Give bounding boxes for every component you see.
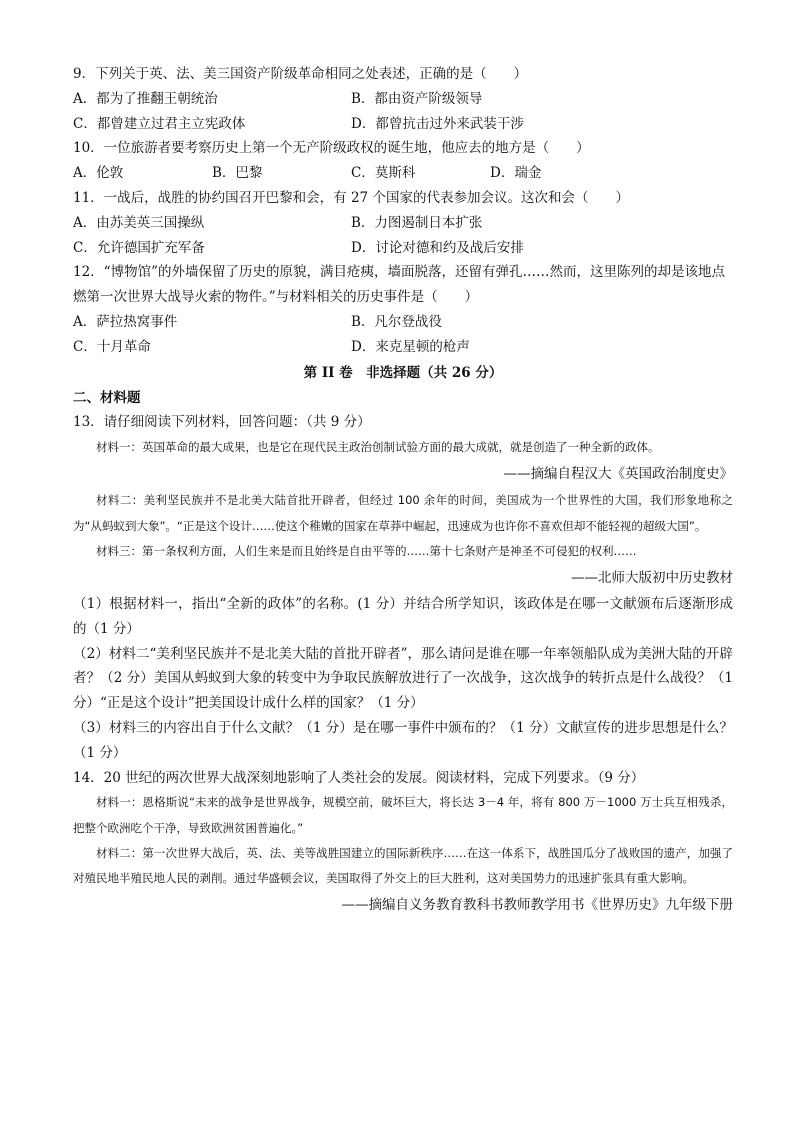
question-10-options	[73, 161, 733, 186]
q12-option-b[interactable]: B．凡尔登战役	[351, 313, 442, 330]
q14-material-2: 材料二：第一次世界大战后，英、法、美等战胜国建立的国际新秩序……在这一体系下，战胜国瓜分了战败国的遗产，加强了对殖民地半殖民地人民的剥削。通过华盛顿会议，美国取得了外交上的巨大胜利，这对美国势力的迅速扩张具有重大影响。	[73, 845, 733, 885]
q13-material-3-source: ——北师大版初中历史教材	[571, 569, 733, 586]
q10-option-a[interactable]: A．伦敦	[73, 165, 124, 182]
q13-material-3: 材料三：第一条权利方面，人们生来是而且始终是自由平等的……第十七条财产是神圣不可侵犯的权利……	[96, 543, 637, 558]
q13-material-1-source: ——摘编自程汉大《英国政治制度史》	[503, 466, 733, 483]
part-2-title: 第 II 卷 非选择题（共 26 分）	[303, 364, 503, 381]
q13-subquestion-1: （1）根据材料一，指出“全新的政体”的名称。(1 分）并结合所学知识，该政体是在哪一文献颁布后逐渐形成的（1 分）	[73, 595, 733, 637]
q11-option-a[interactable]: A．由苏美英三国操纵	[73, 214, 205, 231]
question-14-stem: 14．20 世纪的两次世界大战深刻地影响了人类社会的发展。阅读材料，完成下列要求。（9 分）	[73, 769, 645, 786]
question-9-options	[73, 87, 733, 112]
question-9-options-row2	[73, 112, 733, 137]
q12-option-d[interactable]: D．来克星顿的枪声	[351, 338, 470, 355]
question-11-options	[73, 211, 733, 236]
q13-subquestion-2: （2）材料二“美利坚民族并不是北美大陆的首批开辟者”，那么请问是谁在哪一年率领船队成为美洲大陆的开辟者？（2 分）美国从蚂蚁到大象的转变中为争取民族解放进行了一次战争，这次战争的转折点是什么战役？（1 分）“正是这个设计”把美国设计成什么样的国家？（1 分）	[73, 645, 733, 712]
q14-material-1: 材料一：恩格斯说“未来的战争是世界战争，规模空前，破坏巨大，将长达 3－4 年，将有 800 万－1000 万士兵互相残杀，把整个欧洲吃个干净，导致欧洲贫困普遍化。”	[73, 795, 733, 835]
q12-option-c[interactable]: C．十月革命	[73, 338, 151, 355]
q11-option-b[interactable]: B．力图遏制日本扩张	[351, 214, 483, 231]
question-10-stem: 10．一位旅游者要考察历史上第一个无产阶级政权的诞生地，他应去的地方是（ ）	[73, 140, 590, 157]
q13-material-2: 材料二：美利坚民族并不是北美大陆首批开辟者，但经过 100 余年的时间，美国成为一个世界性的大国，我们形象地称之为“从蚂蚁到大象”。“正是这个设计……使这个稚嫩的国家在草莽中崛起，迅速成为也许你不喜欢但却不能轻视的超级大国”。	[73, 493, 733, 533]
section-heading-material: 二、材料题	[73, 389, 141, 406]
q12-option-a[interactable]: A．萨拉热窝事件	[73, 313, 178, 330]
q10-option-c[interactable]: C．莫斯科	[351, 165, 416, 182]
q14-material-2-source: ——摘编自义务教育教科书教师教学用书《世界历史》九年级下册	[341, 897, 733, 914]
q9-option-a[interactable]: A．都为了推翻王朝统治	[73, 90, 218, 107]
question-12-stem: 12．“博物馆”的外墙保留了历史的原貌，满目疮痍，墙面脱落，还留有弹孔……然而，这里陈列的却是该地点燃第一次世界大战导火索的物件。”与材料相关的历史事件是（ ）	[73, 264, 725, 306]
q9-option-d[interactable]: D．都曾抗击过外来武装干涉	[351, 115, 524, 132]
question-11-stem: 11．一战后，战胜的协约国召开巴黎和会，有 27 个国家的代表参加会议。这次和会（ ）	[73, 189, 629, 206]
q13-subquestion-3: （3）材料三的内容出自于什么文献？（1 分）是在哪一事件中颁布的？（1 分）文献宣传的进步思想是什么？（1 分）	[73, 719, 733, 761]
question-11-options-row2	[73, 236, 733, 261]
q10-option-b[interactable]: B．巴黎	[212, 165, 263, 182]
q13-material-1: 材料一：英国革命的最大成果，也是它在现代民主政治创制试验方面的最大成就，就是创造了一种全新的政体。	[96, 440, 660, 455]
q9-option-b[interactable]: B．都由资产阶级领导	[351, 90, 483, 107]
q10-option-d[interactable]: D．瑞金	[490, 165, 542, 182]
q9-option-c[interactable]: C．都曾建立过君主立宪政体	[73, 115, 246, 132]
question-12-options	[73, 310, 733, 335]
question-9-stem: 9．下列关于英、法、美三国资产阶级革命相同之处表述，正确的是（ ）	[73, 66, 528, 82]
question-13-stem: 13．请仔细阅读下列材料，回答问题：（共 9 分）	[73, 414, 371, 431]
exam-page	[73, 62, 733, 919]
q11-option-c[interactable]: C．允许德国扩充军备	[73, 239, 205, 256]
q11-option-d[interactable]: D．讨论对德和约及战后安排	[351, 239, 524, 256]
question-12-options-row2	[73, 335, 733, 360]
